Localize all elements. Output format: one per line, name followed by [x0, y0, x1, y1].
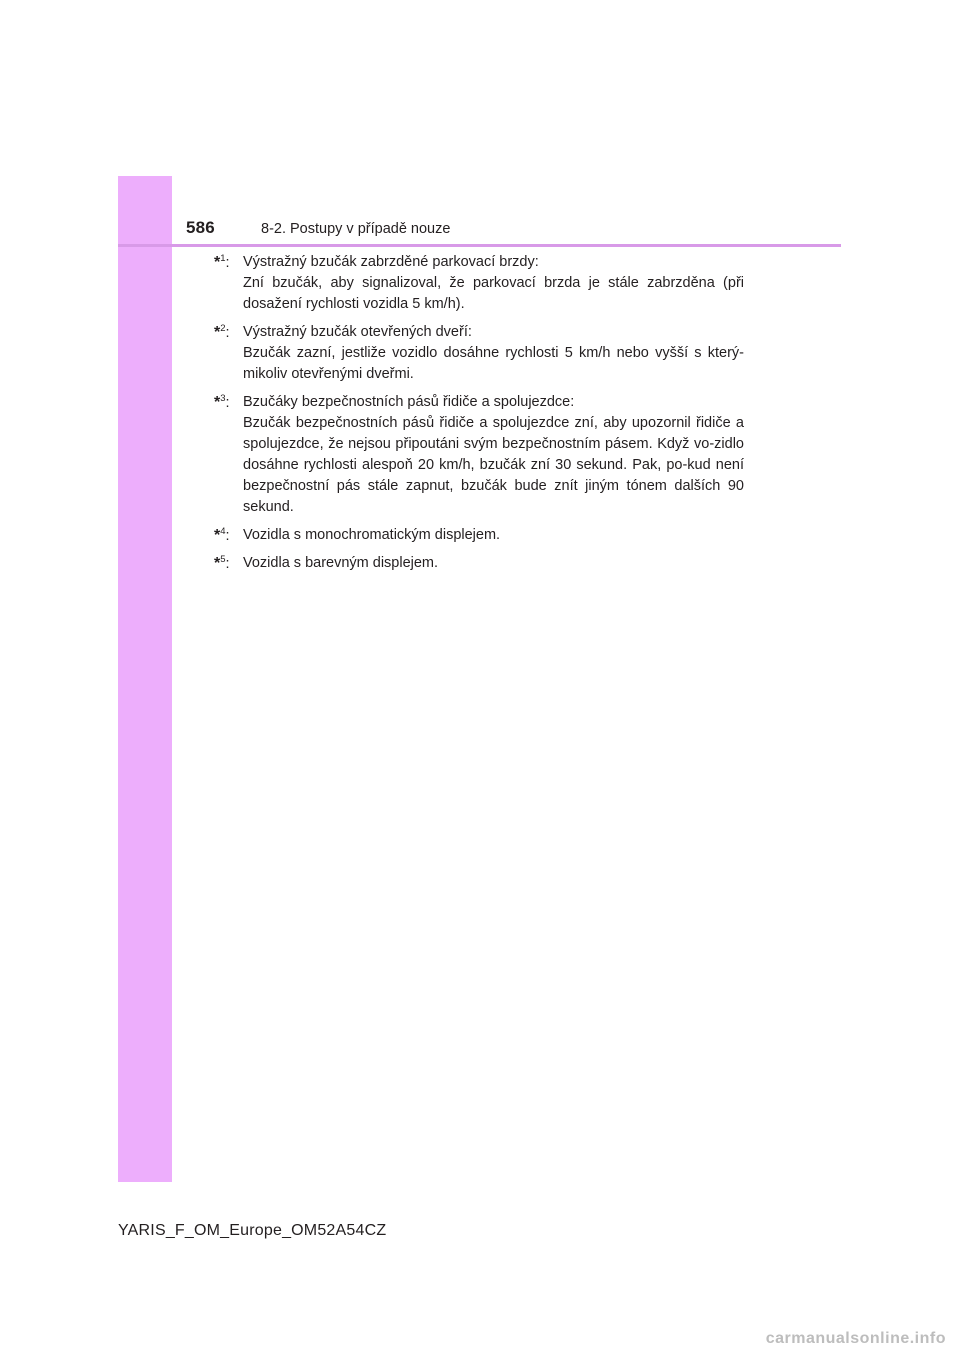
- footnote-body: Zní bzučák, aby signalizoval, že parkovací brzda je stále zabrzděna (při dosažení rychlosti vozidla 5 km/h).: [243, 275, 744, 312]
- footnote-marker: *$^3$:: [214, 393, 230, 411]
- header-rule: [118, 244, 841, 247]
- footnote-list: [214, 252, 744, 581]
- footnote-body: Bzučák zazní, jestliže vozidlo dosáhne rychlosti 5 km/h nebo vyšší s který-mikoliv otevřenými dveřmi.: [243, 345, 744, 382]
- footnote-marker: *$^5$:: [214, 554, 230, 572]
- footnote-heading: Vozidla s monochromatickým displejem.: [243, 527, 501, 543]
- footnote-heading: Vozidla s barevným displejem.: [243, 555, 439, 571]
- watermark: carmanualsonline.info: [765, 1330, 946, 1347]
- footnote-body: Bzučák bezpečnostních pásů řidiče a spolujezdce zní, aby upozornil řidiče a spolujezdce, že nejsou připoutáni svým bezpečnostním pásem. Když vo-zidlo dosáhne rychlosti alespoň 20 km/h, bzučák zní 30 sekund. Pak, po-kud není bezpečnostní pás stále zapnut, bzučák bude znít jiným tónem dalších 90 sekund.: [243, 415, 744, 515]
- footnote-heading: Výstražný bzučák otevřených dveří:: [243, 324, 472, 340]
- footnote-marker: *$^4$:: [214, 526, 230, 544]
- section-title: 8-2. Postupy v případě nouze: [261, 221, 451, 237]
- document-code: YARIS_F_OM_Europe_OM52A54CZ: [118, 1222, 387, 1239]
- footnote-marker: *$^1$:: [214, 253, 230, 271]
- footnote-5: [214, 553, 744, 574]
- footnote-1: [214, 252, 744, 315]
- footnote-2: [214, 322, 744, 385]
- footnote-4: [214, 525, 744, 546]
- footnote-3: [214, 392, 744, 518]
- chapter-tab-sidebar: [118, 176, 172, 1182]
- footnote-marker: *$^2$:: [214, 323, 230, 341]
- page-number: 586: [186, 218, 215, 237]
- footnote-heading: Výstražný bzučák zabrzděné parkovací brzdy:: [243, 254, 539, 270]
- footnote-heading: Bzučáky bezpečnostních pásů řidiče a spolujezdce:: [243, 394, 575, 410]
